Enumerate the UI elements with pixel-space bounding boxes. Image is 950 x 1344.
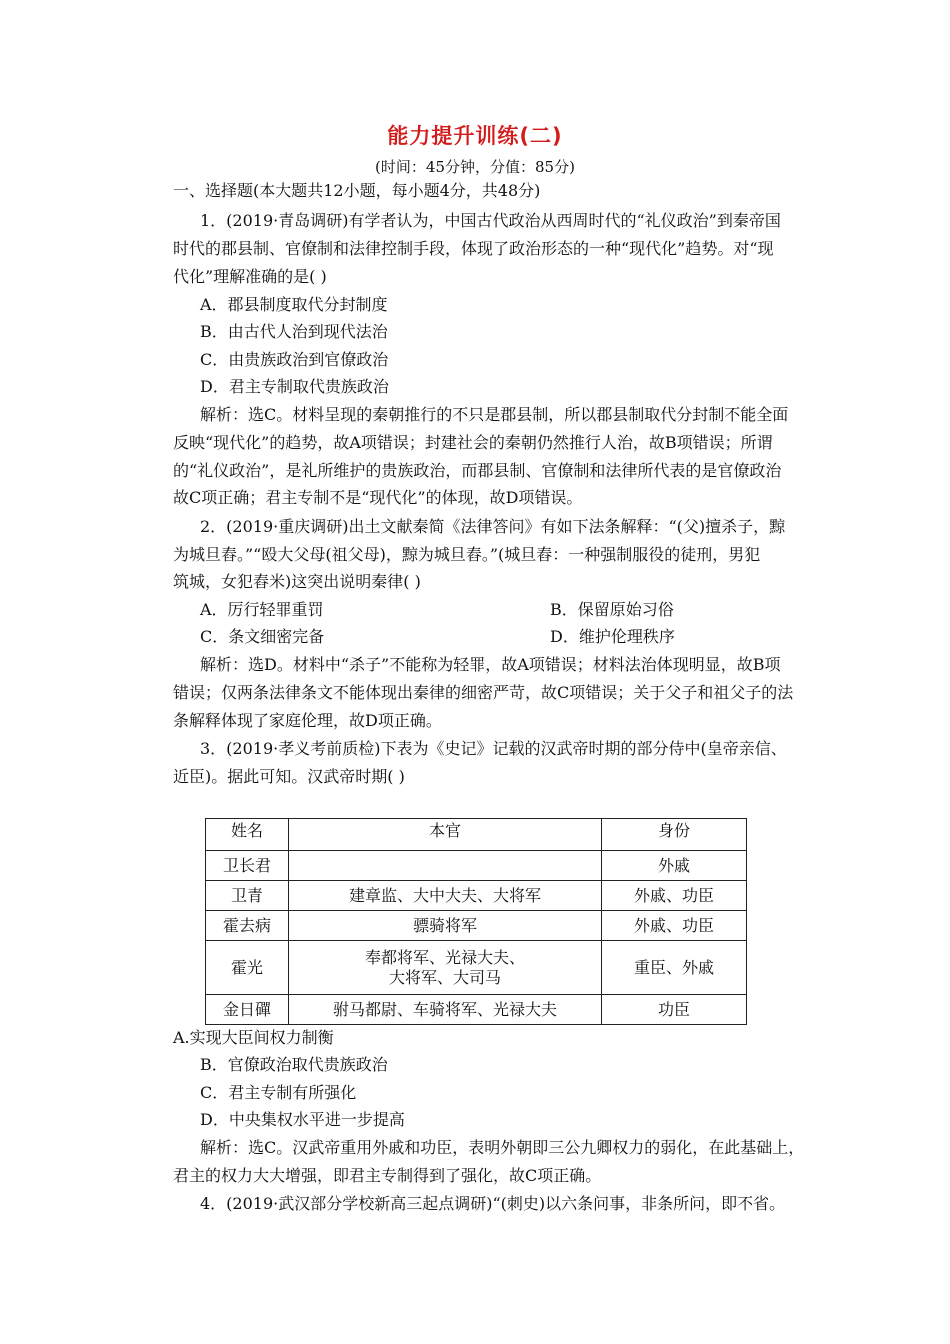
question-3-option-d: D．中央集权水平进一步提高: [200, 1110, 405, 1129]
table-cell: 卫青: [206, 881, 289, 911]
table-cell: 骠骑将军: [289, 911, 602, 941]
question-2-option-b: B．保留原始习俗: [550, 600, 674, 619]
question-2-analysis: 条解释体现了家庭伦理，故D项正确。: [173, 711, 442, 730]
question-3-option-c: C．君主专制有所强化: [200, 1083, 357, 1102]
question-2-line: 2．(2019·重庆调研)出土文献秦简《法律答问》有如下法条解释：“(父)擅杀子，黥: [200, 517, 786, 536]
question-2-line: 筑城，女犯舂米)这突出说明秦律( ): [173, 572, 421, 591]
page-subtitle: (时间：45分钟，分值：85分): [375, 158, 575, 176]
question-1-option-a: A．郡县制度取代分封制度: [200, 295, 388, 314]
table-cell-multiline: 奉都将军、光禄大夫、 大将军、大司马: [289, 941, 602, 995]
question-2-option-c: C．条文细密完备: [200, 627, 325, 646]
question-1-option-c: C．由贵族政治到官僚政治: [200, 350, 389, 369]
table-cell: 外戚、功臣: [602, 911, 747, 941]
question-3-analysis: 解析：选C。汉武帝重用外戚和功臣，表明外朝即三公九卿权力的弱化，在此基础上，: [200, 1138, 805, 1157]
table-cell: 驸马都尉、车骑将军、光禄大夫: [289, 995, 602, 1025]
question-2-line: 为城旦舂。”“殴大父母(祖父母)，黥为城旦舂。”(城旦舂：一种强制服役的徒刑，男犯: [173, 545, 761, 564]
question-2-analysis: 解析：选D。材料中“杀子”不能称为轻罪，故A项错误；材料法治体现明显，故B项: [200, 655, 781, 674]
table-cell: 重臣、外戚: [602, 941, 747, 995]
table-cell: 霍去病: [206, 911, 289, 941]
table-row: [206, 911, 747, 941]
question-1-analysis: 解析：选C。材料呈现的秦朝推行的不只是郡县制，所以郡县制取代分封制不能全面: [200, 405, 789, 424]
table-cell: 金日磾: [206, 995, 289, 1025]
table-row: [206, 995, 747, 1025]
table-cell: [289, 851, 602, 881]
officials-table: [205, 818, 747, 1025]
table-cell: 建章监、大中大夫、大将军: [289, 881, 602, 911]
question-2-analysis: 错误；仅两条法律条文不能体现出秦律的细密严苛，故C项错误；关于父子和祖父子的法: [173, 683, 794, 702]
table-cell: 功臣: [602, 995, 747, 1025]
question-1-line: 1．(2019·青岛调研)有学者认为，中国古代政治从西周时代的“礼仪政治”到秦帝国: [200, 211, 781, 230]
question-3-line: 近臣)。据此可知。汉武帝时期( ): [173, 767, 405, 786]
table-row: [206, 881, 747, 911]
table-cell: 霍光: [206, 941, 289, 995]
table-row: [206, 941, 747, 995]
question-1-line: 代化”理解准确的是( ): [173, 267, 327, 286]
question-3-option-b: B．官僚政治取代贵族政治: [200, 1055, 388, 1074]
question-3-line: 3．(2019·孝义考前质检)下表为《史记》记载的汉武帝时期的部分侍中(皇帝亲信、: [200, 739, 787, 758]
table-cell: 外戚、功臣: [602, 881, 747, 911]
question-1-analysis: 的“礼仪政治”，是礼所维护的贵族政治，而郡县制、官僚制和法律所代表的是官僚政治: [173, 461, 782, 480]
question-2-option-d: D．维护伦理秩序: [550, 627, 675, 646]
page-title: 能力提升训练(二): [387, 124, 563, 148]
question-2-option-a: A．厉行轻罪重罚: [200, 600, 324, 619]
question-1-analysis: 故C项正确；君主专制不是“现代化”的体现，故D项错误。: [173, 488, 583, 507]
table-header: 身份: [602, 819, 747, 851]
question-3-option-a: A.实现大臣间权力制衡: [173, 1028, 334, 1047]
question-1-option-d: D．君主专制取代贵族政治: [200, 377, 389, 396]
section-heading: 一、选择题(本大题共12小题，每小题4分，共48分): [173, 181, 541, 200]
table-header-row: [206, 819, 747, 851]
question-4-line: 4．(2019·武汉部分学校新高三起点调研)“(刺史)以六条问事，非条所问，即不省。: [200, 1194, 786, 1213]
question-1-option-b: B．由古代人治到现代法治: [200, 322, 388, 341]
question-1-analysis: 反映“现代化”的趋势，故A项错误；封建社会的秦朝仍然推行人治，故B项错误；所谓: [173, 433, 773, 452]
question-1-line: 时代的郡县制、官僚制和法律控制手段，体现了政治形态的一种“现代化”趋势。对“现: [173, 239, 774, 258]
table-header: 姓名: [206, 819, 289, 851]
table-cell: 外戚: [602, 851, 747, 881]
table-row: [206, 851, 747, 881]
table-cell: 卫长君: [206, 851, 289, 881]
question-3-analysis: 君主的权力大大增强，即君主专制得到了强化，故C项正确。: [173, 1166, 602, 1185]
table-header: 本官: [289, 819, 602, 851]
